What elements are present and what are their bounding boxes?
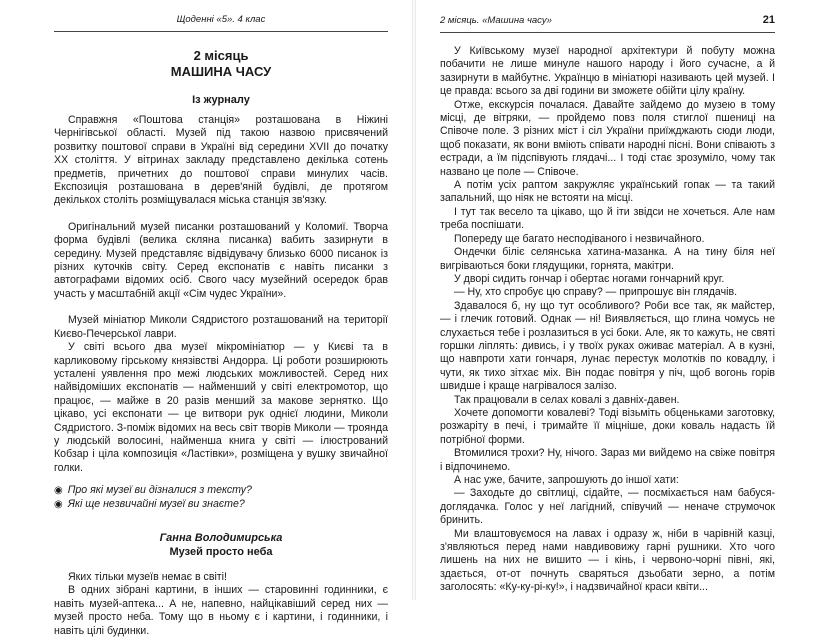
- question-circle-icon: ◉: [54, 485, 63, 497]
- question-item: [54, 498, 388, 511]
- paragraph: І тут так весело та цікаво, що й іти звідси не хочеться. Але нам треба поспішати.: [440, 205, 775, 232]
- paragraph: Музей мініатюр Миколи Сядристого розташований на території Києво-Печерської лаври.: [54, 314, 388, 340]
- section-title: Із журналу: [192, 94, 250, 106]
- paragraph: Справжня «Поштова станція» розташована в Ніжині Чернігівської області. Музей під такою назвою присвячений розвитку поштової справи в Україні від середини XVII до початку XX століття. У вітринах закладу представлено декілька сотень предметів, причетних до поштової справи минулих часів. Експозиція розташована в дерев'яній будівлі, де протягом декількох століть розміщувалася міська станція зв'язку.: [54, 114, 388, 207]
- chapter-title: МАШИНА ЧАСУ: [170, 64, 272, 79]
- paragraph: Отже, екскурсія почалася. Давайте зайдемо до музею в тому місці, де вітряки, — пройдемо повз поля стиглої пшениці на Співоче поле. З різних міст і сіл України приїжджають сюди люди, щоб показати, як вони вміють співати народні пісні. Вони співають з естради, а їм підспівують глядачі... І тоді стає зрозуміло, чому так названо це поле — Співоче.: [440, 98, 775, 178]
- paragraph: Втомилися трохи? Ну, нічого. Зараз ми вийдемо на свіже повітря і відпочинемо.: [440, 447, 775, 473]
- paragraph: Оригінальний музей писанки розташований у Коломиї. Творча форма будівлі (велика скляна писанка) вабить зазирнути в середину. Музей представляє відвідувачу близько 6000 писанок із різних куточків світу. Серед експонатів є навіть писанки з автографами відомих осіб. Свого часу музейний осередок брав участь у масштабній акції «Сім чудес України».: [54, 220, 388, 300]
- running-head-left: [54, 14, 388, 32]
- paragraph: У Київському музеї народної архітектури й побуту можна побачити не лише минуле нашого народу і його сучасне, а й зазирнути в майбутнє. Українцю в мініатюрі називають цей музей. І це правда: всього за дві години ви зможете обійти цілу країну.: [440, 45, 775, 98]
- story-text: [54, 571, 388, 638]
- running-head-left-text: Щоденні «5». 4 клас: [176, 14, 266, 25]
- question-item: [54, 484, 388, 497]
- paragraph: Так працювали в селах ковалі з давніх-давен.: [454, 393, 680, 406]
- story-title: Музей просто неба: [169, 545, 273, 558]
- paragraph: Ондечки біліє селянська хатина-мазанка. А на тину біля неї вигріваються боки глядущики, горнята, макітри.: [440, 246, 775, 272]
- paragraph: А нас уже, бачите, запрошують до іншої хати:: [454, 474, 679, 486]
- left-page: [0, 0, 414, 637]
- question-text: Про які музеї ви дізналися з тексту?: [67, 484, 252, 497]
- paragraph: У світі всього два музеї мікромініатюр — у Києві та в карликовому гірському князівстві Андорра. Ці роботи розширюють усталені уявлення про межі людських можливостей. Серед них найвідоміших експонатів — найменший у світі електромотор, що працює, — майже в 20 разів менший за макове зернятко. Що цікаво, усі експонати — це витвори рук однієї людини, Миколи Сядристого. З-поміж відомих на весь світ творів Миколи — троянда у людській волосині, найменша книга у світі — ілюстрований Кобзар і ціла композиція «Ластівки», розміщена у вушку звичайної голки.: [54, 341, 388, 474]
- paragraph: Здавалося б, ну що тут особливого? Роби все так, як майстер, — і глечик готовий. Однак — ні! Виявляється, що глина чомусь не слухається тебе і розлазиться в усі боки. Але, як то кажуть, не святі горшки ліплять: дивись, і у твоїх руках оживає матеріал. А в кузні, що навпроти хати гончаря, лунає перестук молотків по ковадлу, і чути, як тихо зітхає міх. Він подає повітря у піч, щоб вогонь горів швидше і краще нагрівалося залізо.: [440, 299, 775, 393]
- journal-entry-miniature-museum: [54, 314, 388, 475]
- paragraph: Ми влаштовуємося на лавах і одразу ж, ніби в чарівній казці, з'являються перед нами навдивовижу гарні рушники. Хто чого лишень на них не вишито — і кінь, і червоно-чорні півні, які, здається, от-от почнуть сваряться дзьобати зерно, а потім заголосять: «Ку-ку-рі-ку!», і надзвичайної краси квіти...: [440, 527, 775, 594]
- right-page: [414, 0, 829, 600]
- paragraph: У дворі сидить гончар і обертає ногами гончарний круг.: [454, 272, 725, 285]
- running-head-right-text: 2 місяць. «Машина часу»: [440, 15, 552, 26]
- paragraph: В одних зібрані картини, в інших — старовинні годинники, є навіть музей-аптека... А не, напевно, найцікавіший серед них — музей просто неба. Тому що в ньому є і картини, і годинники, і навіть цілі будинки.: [54, 584, 388, 637]
- chapter-number: 2 місяць: [193, 48, 249, 63]
- story-author: Ганна Володимирська: [159, 531, 283, 544]
- paragraph: Попереду ще багато несподіваного і незвичайного.: [454, 232, 705, 245]
- paragraph: Хочете допомогти ковалеві? Тоді візьміть обценьками заготовку, розжаріту в печі, і тримайте її міцніше, доки коваль надасть їй потрібної форми.: [440, 406, 775, 446]
- page-number: 21: [762, 14, 775, 26]
- paragraph: — Ну, хто спробує цю справу? — припрошує він глядачів.: [454, 286, 738, 299]
- journal-entry-post-station: [54, 114, 388, 208]
- story-continuation: [440, 45, 775, 595]
- paragraph: Яких тільки музеїв немає в світі!: [68, 570, 227, 583]
- paragraph: А потім усіх раптом закружляє український гопак — та такий запальний, що ніяк не встояти на місці.: [440, 179, 775, 205]
- paragraph: — Заходьте до світлиці, сідайте, — посміхається нам бабуся-доглядачка. Голос у неї лагідний, співучий — неначе струмочок бринить.: [440, 487, 775, 527]
- journal-entry-pysanka-museum: [54, 221, 388, 301]
- running-head-right: [440, 14, 775, 33]
- question-circle-icon: ◉: [54, 498, 63, 510]
- question-text: Які ще незвичайні музеї ви знаєте?: [67, 497, 245, 510]
